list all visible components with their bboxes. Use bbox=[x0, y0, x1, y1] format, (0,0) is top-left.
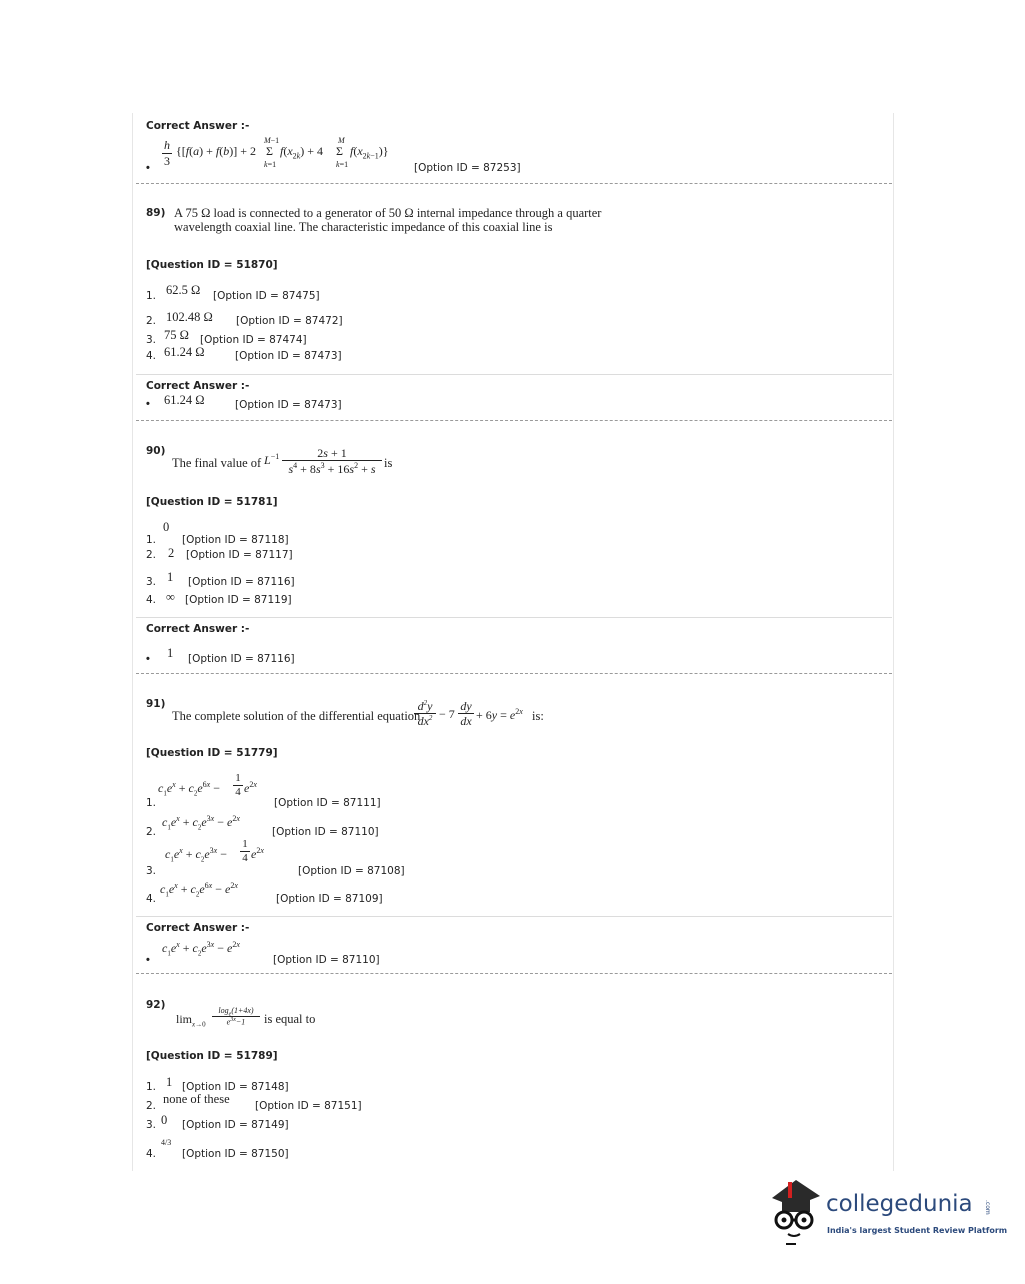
q90-answer-id: [Option ID = 87116] bbox=[188, 653, 295, 665]
q91-number: 91) bbox=[146, 698, 166, 710]
q91-correct-answer-label: Correct Answer :- bbox=[146, 922, 250, 934]
q90-laplace-inverse: $L^{-1}$ bbox=[264, 452, 280, 467]
q90-option-1-value: 0 bbox=[163, 520, 170, 534]
q91-text-suffix: is: bbox=[532, 709, 544, 723]
q89-option-4-number: 4. bbox=[146, 350, 157, 362]
q91-answer-bullet: • bbox=[146, 954, 150, 966]
q91-option-1-id: [Option ID = 87111] bbox=[274, 797, 381, 809]
q91-option-2-value: $c_1e^x + c_2e^{3x} - e^{2x}$ bbox=[162, 814, 240, 832]
q90-option-3-number: 3. bbox=[146, 576, 157, 588]
q90-option-3-value: 1 bbox=[167, 570, 174, 584]
collegedunia-mascot-icon bbox=[766, 1178, 822, 1248]
q91-question-id: [Question ID = 51779] bbox=[146, 747, 278, 759]
q90-option-4-number: 4. bbox=[146, 594, 157, 606]
brand-name: collegedunia bbox=[826, 1191, 973, 1217]
q92-question-id: [Question ID = 51789] bbox=[146, 1050, 278, 1062]
q89-answer-value: 61.24 Ω bbox=[164, 393, 205, 407]
q90-text-prefix: The final value of bbox=[172, 456, 262, 470]
q90-fraction: 2s + 1 $s^4 + 8s^3 + 16s^2 + s$ bbox=[282, 446, 382, 477]
q89-option-2-value: 102.48 Ω bbox=[166, 310, 213, 324]
q92-option-4-number: 4. bbox=[146, 1148, 157, 1160]
q89-option-3-number: 3. bbox=[146, 334, 157, 346]
q90-option-1-id: [Option ID = 87118] bbox=[182, 534, 289, 546]
q90-answer-bullet: • bbox=[146, 653, 150, 665]
q90-option-2-id: [Option ID = 87117] bbox=[186, 549, 293, 561]
q90-answer-value: 1 bbox=[167, 646, 174, 660]
divider bbox=[136, 916, 892, 917]
q89-option-2-number: 2. bbox=[146, 315, 157, 327]
prev-answer-bullet: • bbox=[146, 162, 150, 174]
divider bbox=[136, 374, 892, 375]
q89-option-4-id: [Option ID = 87473] bbox=[235, 350, 342, 362]
q91-option-4-value: $c_1e^x + c_2e^{6x} - e^{2x}$ bbox=[160, 881, 238, 899]
q91-answer-id: [Option ID = 87110] bbox=[273, 954, 380, 966]
q92-option-1-id: [Option ID = 87148] bbox=[182, 1081, 289, 1093]
q91-answer-value: $c_1e^x + c_2e^{3x} - e^{2x}$ bbox=[162, 940, 240, 958]
separator bbox=[136, 183, 892, 184]
q91-option-3-number: 3. bbox=[146, 865, 157, 877]
q89-answer-id: [Option ID = 87473] bbox=[235, 399, 342, 411]
q89-option-1-number: 1. bbox=[146, 290, 157, 302]
q92-option-3-number: 3. bbox=[146, 1119, 157, 1131]
q89-option-2-id: [Option ID = 87472] bbox=[236, 315, 343, 327]
q90-option-2-number: 2. bbox=[146, 549, 157, 561]
q91-option-2-number: 2. bbox=[146, 826, 157, 838]
q89-option-3-id: [Option ID = 87474] bbox=[200, 334, 307, 346]
q89-text-line1: A 75 Ω load is connected to a generator of 50 Ω internal impedance through a quarter bbox=[174, 206, 602, 220]
q90-option-4-value: ∞ bbox=[166, 590, 175, 604]
q90-question-id: [Question ID = 51781] bbox=[146, 496, 278, 508]
q90-option-1-number: 1. bbox=[146, 534, 157, 546]
prev-answer-option-id: [Option ID = 87253] bbox=[414, 162, 521, 174]
q92-number: 92) bbox=[146, 999, 166, 1011]
q92-option-3-value: 0 bbox=[161, 1113, 168, 1127]
q92-option-2-number: 2. bbox=[146, 1100, 157, 1112]
separator bbox=[136, 673, 892, 674]
q91-option-4-id: [Option ID = 87109] bbox=[276, 893, 383, 905]
q92-option-1-number: 1. bbox=[146, 1081, 157, 1093]
q90-option-2-value: 2 bbox=[168, 546, 175, 560]
brand-tagline: India's largest Student Review Platform bbox=[827, 1226, 1008, 1235]
q91-option-4-number: 4. bbox=[146, 893, 157, 905]
q91-option-2-id: [Option ID = 87110] bbox=[272, 826, 379, 838]
q90-option-3-id: [Option ID = 87116] bbox=[188, 576, 295, 588]
prev-correct-answer-label: Correct Answer :- bbox=[146, 120, 250, 132]
q89-number: 89) bbox=[146, 207, 166, 219]
q89-option-1-value: 62.5 Ω bbox=[166, 283, 201, 297]
q89-option-3-value: 75 Ω bbox=[164, 328, 189, 342]
q92-option-4-value: 4/3 bbox=[161, 1138, 172, 1147]
q90-correct-answer-label: Correct Answer :- bbox=[146, 623, 250, 635]
q89-text-line2: wavelength coaxial line. The characteristic impedance of this coaxial line is bbox=[174, 220, 553, 234]
brand-suffix: .com bbox=[984, 1200, 991, 1215]
q89-answer-bullet: • bbox=[146, 398, 150, 410]
divider bbox=[136, 617, 892, 618]
q92-option-2-id: [Option ID = 87151] bbox=[255, 1100, 362, 1112]
q89-option-1-id: [Option ID = 87475] bbox=[213, 290, 320, 302]
q89-option-4-value: 61.24 Ω bbox=[164, 345, 205, 359]
q91-text-prefix: The complete solution of the differential equation bbox=[172, 709, 421, 723]
q92-option-4-id: [Option ID = 87150] bbox=[182, 1148, 289, 1160]
separator bbox=[136, 973, 892, 974]
q91-option-3-id: [Option ID = 87108] bbox=[298, 865, 405, 877]
q90-number: 90) bbox=[146, 445, 166, 457]
q92-option-1-value: 1 bbox=[166, 1075, 173, 1089]
q90-text-suffix: is bbox=[384, 456, 393, 470]
q92-text-suffix: is equal to bbox=[264, 1012, 316, 1026]
q92-option-3-id: [Option ID = 87149] bbox=[182, 1119, 289, 1131]
q90-option-4-id: [Option ID = 87119] bbox=[185, 594, 292, 606]
q91-option-1-number: 1. bbox=[146, 797, 157, 809]
separator bbox=[136, 420, 892, 421]
q89-correct-answer-label: Correct Answer :- bbox=[146, 380, 250, 392]
q92-option-2-value: none of these bbox=[163, 1092, 230, 1106]
q89-question-id: [Question ID = 51870] bbox=[146, 259, 278, 271]
